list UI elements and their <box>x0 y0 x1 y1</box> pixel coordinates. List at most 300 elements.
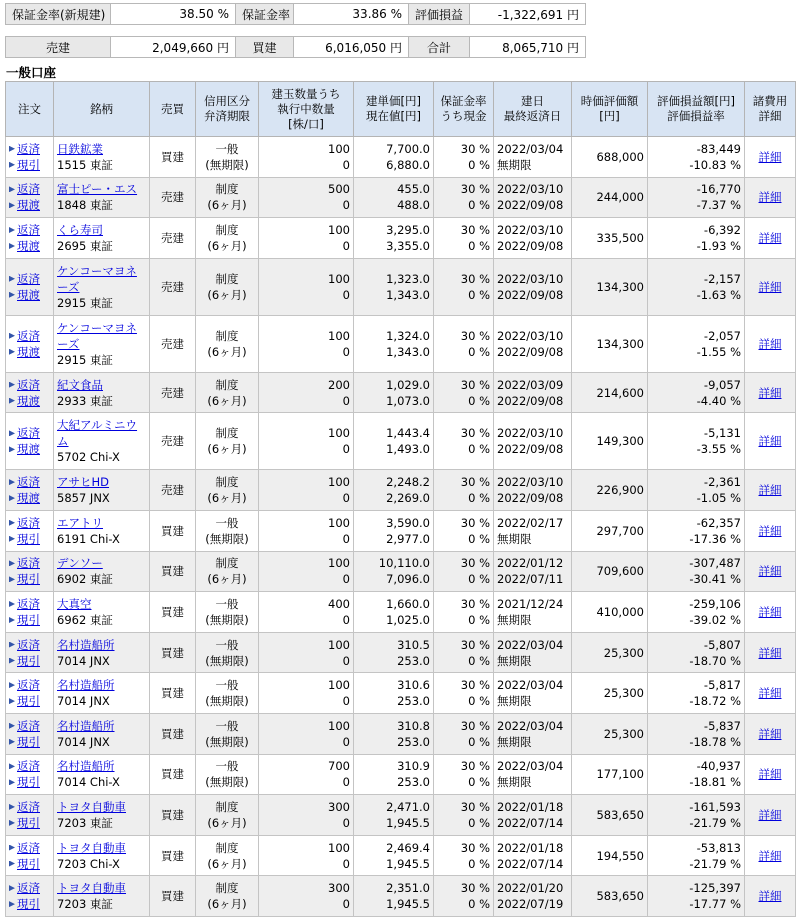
side: 買建 <box>150 835 196 876</box>
side: 売建 <box>150 470 196 511</box>
repay-link[interactable]: 返済 <box>9 141 50 157</box>
repay-link[interactable]: 返済 <box>9 880 50 896</box>
stock-code: 2915 東証 <box>57 352 113 367</box>
stock-name-link[interactable]: アサヒHD <box>57 475 110 490</box>
valuation-pl: -83,449 -10.83 % <box>648 137 745 178</box>
arrow-icon <box>9 739 15 745</box>
quantity: 400 0 <box>259 592 354 633</box>
market-value: 583,650 <box>572 876 648 917</box>
repay-link[interactable]: 返済 <box>9 758 50 774</box>
detail-link[interactable]: 詳細 <box>758 767 782 782</box>
arrow-icon <box>9 446 15 452</box>
order-cell <box>6 551 54 592</box>
market-value: 134,300 <box>572 315 648 372</box>
side: 売建 <box>150 315 196 372</box>
price: 1,323.0 1,343.0 <box>354 258 434 315</box>
delivery-link[interactable]: 現引 <box>9 896 50 912</box>
price: 1,324.0 1,343.0 <box>354 315 434 372</box>
open-date: 2022/03/10 2022/09/08 <box>494 177 572 218</box>
valuation-pl: -62,357 -17.36 % <box>648 510 745 551</box>
repay-link[interactable]: 返済 <box>9 637 50 653</box>
col-price: 建単価[円] 現在値[円] <box>354 82 434 137</box>
margin-rate: 30 % 0 % <box>434 754 494 795</box>
stock-name-link[interactable]: くら寿司 <box>57 222 103 237</box>
stock-name-link[interactable]: 名村造船所 <box>57 759 115 774</box>
arrow-icon <box>9 560 15 566</box>
table-row <box>6 470 796 511</box>
detail-cell <box>745 137 796 178</box>
delivery-link[interactable]: 現引 <box>9 531 50 547</box>
arrow-icon <box>9 398 15 404</box>
order-cell <box>6 632 54 673</box>
price: 3,590.0 2,977.0 <box>354 510 434 551</box>
credit-type: 制度 (6ヶ月) <box>196 218 259 259</box>
detail-link[interactable]: 詳細 <box>758 385 782 400</box>
delivery-link[interactable]: 現渡 <box>9 441 50 457</box>
side: 買建 <box>150 795 196 836</box>
arrow-icon <box>9 333 15 339</box>
credit-type: 制度 (6ヶ月) <box>196 315 259 372</box>
stock-code: 6902 東証 <box>57 572 113 587</box>
stock-code: 7203 Chi-X <box>57 856 120 871</box>
margin-rate: 30 % 0 % <box>434 470 494 511</box>
valuation-pl: -2,361 -1.05 % <box>648 470 745 511</box>
table-row <box>6 315 796 372</box>
stock-name-link[interactable]: 大真空 <box>57 596 92 611</box>
delivery-link[interactable]: 現引 <box>9 157 50 173</box>
market-value: 134,300 <box>572 258 648 315</box>
detail-link[interactable]: 詳細 <box>758 190 782 205</box>
repay-link[interactable]: 返済 <box>9 718 50 734</box>
stock-code: 7014 Chi-X <box>57 775 120 790</box>
arrow-icon <box>9 901 15 907</box>
arrow-icon <box>9 227 15 233</box>
price: 310.9 253.0 <box>354 754 434 795</box>
valuation-pl: -125,397 -17.77 % <box>648 876 745 917</box>
stock-cell <box>54 551 150 592</box>
repay-link[interactable]: 返済 <box>9 677 50 693</box>
detail-link[interactable]: 詳細 <box>758 848 782 863</box>
stock-name-link[interactable]: 名村造船所 <box>57 718 115 733</box>
open-date: 2022/03/10 2022/09/08 <box>494 413 572 470</box>
detail-link[interactable]: 詳細 <box>758 686 782 701</box>
repay-link[interactable]: 返済 <box>9 840 50 856</box>
detail-cell <box>745 632 796 673</box>
quantity: 100 0 <box>259 510 354 551</box>
delivery-link[interactable]: 現渡 <box>9 238 50 254</box>
stock-code: 7014 JNX <box>57 734 110 749</box>
arrow-icon <box>9 186 15 192</box>
margin-rate: 30 % 0 % <box>434 413 494 470</box>
order-cell <box>6 835 54 876</box>
detail-cell <box>745 713 796 754</box>
delivery-link[interactable]: 現渡 <box>9 197 50 213</box>
valuation-pl: -5,131 -3.55 % <box>648 413 745 470</box>
arrow-icon <box>9 820 15 826</box>
open-date: 2022/01/20 2022/07/19 <box>494 876 572 917</box>
stock-name-link[interactable]: トヨタ自動車 <box>57 881 126 896</box>
repay-link[interactable]: 返済 <box>9 181 50 197</box>
stock-name-link[interactable]: 日鉄鉱業 <box>57 141 103 156</box>
table-row <box>6 835 796 876</box>
delivery-link[interactable]: 現渡 <box>9 490 50 506</box>
arrow-icon <box>9 779 15 785</box>
detail-cell <box>745 177 796 218</box>
market-value: 149,300 <box>572 413 648 470</box>
credit-type: 一般 (無期限) <box>196 673 259 714</box>
arrow-icon <box>9 698 15 704</box>
stock-code: 1515 東証 <box>57 157 113 172</box>
detail-cell <box>745 795 796 836</box>
quantity: 700 0 <box>259 754 354 795</box>
margin-rate: 30 % 0 % <box>434 713 494 754</box>
side: 売建 <box>150 177 196 218</box>
quantity: 300 0 <box>259 795 354 836</box>
margin-rate: 30 % 0 % <box>434 177 494 218</box>
detail-cell <box>745 876 796 917</box>
market-value: 583,650 <box>572 795 648 836</box>
credit-type: 制度 (6ヶ月) <box>196 177 259 218</box>
quantity: 100 0 <box>259 835 354 876</box>
stock-name-link[interactable]: 富士ピー・エス <box>57 182 138 197</box>
quantity: 100 0 <box>259 551 354 592</box>
valuation-pl: -40,937 -18.81 % <box>648 754 745 795</box>
detail-link[interactable]: 詳細 <box>758 807 782 822</box>
margin-rate-new-value: 38.50 % <box>111 4 236 25</box>
table-header-row <box>6 82 796 137</box>
table-row <box>6 795 796 836</box>
arrow-icon <box>9 885 15 891</box>
stock-name-link[interactable]: トヨタ自動車 <box>57 799 126 814</box>
detail-cell <box>745 218 796 259</box>
order-cell <box>6 372 54 413</box>
stock-cell <box>54 137 150 178</box>
market-value: 226,900 <box>572 470 648 511</box>
side: 買建 <box>150 713 196 754</box>
arrow-icon <box>9 617 15 623</box>
detail-link[interactable]: 詳細 <box>758 230 782 245</box>
quantity: 100 0 <box>259 258 354 315</box>
credit-type: 制度 (6ヶ月) <box>196 876 259 917</box>
valuation-pl: -16,770 -7.37 % <box>648 177 745 218</box>
repay-link[interactable]: 返済 <box>9 474 50 490</box>
repay-link[interactable]: 返済 <box>9 222 50 238</box>
delivery-link[interactable]: 現渡 <box>9 393 50 409</box>
valuation-pl: -5,817 -18.72 % <box>648 673 745 714</box>
quantity: 100 0 <box>259 218 354 259</box>
credit-type: 一般 (無期限) <box>196 592 259 633</box>
credit-type: 一般 (無期限) <box>196 713 259 754</box>
table-row <box>6 754 796 795</box>
delivery-link[interactable]: 現引 <box>9 734 50 750</box>
margin-rate-label: 保証金率 <box>236 4 294 25</box>
stock-name-link[interactable]: 大紀アルミニウム <box>57 418 138 449</box>
valuation-pl: -2,057 -1.55 % <box>648 315 745 372</box>
detail-link[interactable]: 詳細 <box>758 336 782 351</box>
col-credit: 信用区分 弁済期限 <box>196 82 259 137</box>
col-date: 建日 最終返済日 <box>494 82 572 137</box>
table-row <box>6 372 796 413</box>
market-value: 410,000 <box>572 592 648 633</box>
detail-link[interactable]: 詳細 <box>758 523 782 538</box>
stock-name-link[interactable]: 名村造船所 <box>57 678 115 693</box>
credit-type: 一般 (無期限) <box>196 632 259 673</box>
col-pl: 評価損益額[円] 評価損益率 <box>648 82 745 137</box>
table-row <box>6 592 796 633</box>
credit-type: 制度 (6ヶ月) <box>196 470 259 511</box>
stock-cell <box>54 315 150 372</box>
valuation-pl: -259,106 -39.02 % <box>648 592 745 633</box>
detail-link[interactable]: 詳細 <box>758 279 782 294</box>
stock-name-link[interactable]: トヨタ自動車 <box>57 840 126 855</box>
arrow-icon <box>9 682 15 688</box>
margin-rate: 30 % 0 % <box>434 835 494 876</box>
stock-cell <box>54 510 150 551</box>
col-market-value: 時価評価額 [円] <box>572 82 648 137</box>
quantity: 100 0 <box>259 713 354 754</box>
open-date: 2022/03/10 2022/09/08 <box>494 258 572 315</box>
margin-rate: 30 % 0 % <box>434 372 494 413</box>
repay-link[interactable]: 返済 <box>9 377 50 393</box>
valuation-pl-label: 評価損益 <box>409 4 470 25</box>
stock-name-link[interactable]: 紀文食品 <box>57 377 103 392</box>
table-row <box>6 673 796 714</box>
stock-cell <box>54 632 150 673</box>
buy-total-value: 6,016,050 円 <box>294 37 409 58</box>
detail-link[interactable]: 詳細 <box>758 149 782 164</box>
stock-code: 6962 東証 <box>57 612 113 627</box>
stock-name-link[interactable]: デンソー <box>57 556 103 571</box>
buy-total-label: 買建 <box>236 37 294 58</box>
stock-cell <box>54 177 150 218</box>
detail-link[interactable]: 詳細 <box>758 483 782 498</box>
detail-cell <box>745 835 796 876</box>
price: 2,248.2 2,269.0 <box>354 470 434 511</box>
arrow-icon <box>9 292 15 298</box>
table-row <box>6 632 796 673</box>
margin-rate-new-label: 保証金率(新規建) <box>6 4 111 25</box>
col-order: 注文 <box>6 82 54 137</box>
quantity: 100 0 <box>259 470 354 511</box>
side: 売建 <box>150 218 196 259</box>
table-row <box>6 177 796 218</box>
order-cell <box>6 258 54 315</box>
detail-cell <box>745 372 796 413</box>
margin-rate: 30 % 0 % <box>434 510 494 551</box>
price: 1,443.4 1,493.0 <box>354 413 434 470</box>
side: 買建 <box>150 754 196 795</box>
side: 買建 <box>150 510 196 551</box>
side: 売建 <box>150 372 196 413</box>
price: 455.0 488.0 <box>354 177 434 218</box>
table-row <box>6 551 796 592</box>
side: 売建 <box>150 258 196 315</box>
open-date: 2022/01/12 2022/07/11 <box>494 551 572 592</box>
quantity: 100 0 <box>259 315 354 372</box>
detail-link[interactable]: 詳細 <box>758 726 782 741</box>
stock-name-link[interactable]: ケンコーマヨネーズ <box>57 263 137 294</box>
stock-code: 2915 東証 <box>57 295 113 310</box>
delivery-link[interactable]: 現引 <box>9 693 50 709</box>
credit-type: 制度 (6ヶ月) <box>196 795 259 836</box>
price: 1,660.0 1,025.0 <box>354 592 434 633</box>
detail-cell <box>745 592 796 633</box>
credit-type: 制度 (6ヶ月) <box>196 413 259 470</box>
open-date: 2022/03/04 無期限 <box>494 754 572 795</box>
repay-link[interactable]: 返済 <box>9 328 50 344</box>
delivery-link[interactable]: 現引 <box>9 571 50 587</box>
delivery-link[interactable]: 現渡 <box>9 344 50 360</box>
quantity: 300 0 <box>259 876 354 917</box>
repay-link[interactable]: 返済 <box>9 555 50 571</box>
price: 7,700.0 6,880.0 <box>354 137 434 178</box>
price: 310.5 253.0 <box>354 632 434 673</box>
credit-type: 一般 (無期限) <box>196 510 259 551</box>
valuation-pl-value: -1,322,691 円 <box>470 4 586 25</box>
table-row <box>6 413 796 470</box>
valuation-pl: -5,837 -18.78 % <box>648 713 745 754</box>
stock-code: 7014 JNX <box>57 653 110 668</box>
open-date: 2022/01/18 2022/07/14 <box>494 795 572 836</box>
table-row <box>6 876 796 917</box>
quantity: 200 0 <box>259 372 354 413</box>
quantity: 500 0 <box>259 177 354 218</box>
stock-cell <box>54 876 150 917</box>
side: 売建 <box>150 413 196 470</box>
table-row <box>6 258 796 315</box>
stock-code: 6191 Chi-X <box>57 531 120 546</box>
arrow-icon <box>9 146 15 152</box>
margin-rate: 30 % 0 % <box>434 315 494 372</box>
price: 310.6 253.0 <box>354 673 434 714</box>
order-cell <box>6 795 54 836</box>
stock-cell <box>54 413 150 470</box>
market-value: 194,550 <box>572 835 648 876</box>
open-date: 2022/03/04 無期限 <box>494 673 572 714</box>
arrow-icon <box>9 495 15 501</box>
market-value: 335,500 <box>572 218 648 259</box>
quantity: 100 0 <box>259 413 354 470</box>
arrow-icon <box>9 430 15 436</box>
market-value: 25,300 <box>572 673 648 714</box>
table-row <box>6 510 796 551</box>
credit-type: 制度 (6ヶ月) <box>196 551 259 592</box>
position-total-table <box>5 36 586 58</box>
delivery-link[interactable]: 現引 <box>9 653 50 669</box>
col-qty: 建玉数量うち 執行中数量 [株/口] <box>259 82 354 137</box>
margin-rate: 30 % 0 % <box>434 673 494 714</box>
credit-type: 制度 (6ヶ月) <box>196 835 259 876</box>
arrow-icon <box>9 723 15 729</box>
margin-rate-value: 33.86 % <box>294 4 409 25</box>
positions-table <box>5 81 796 917</box>
arrow-icon <box>9 202 15 208</box>
open-date: 2022/03/10 2022/09/08 <box>494 218 572 259</box>
delivery-link[interactable]: 現引 <box>9 815 50 831</box>
stock-cell <box>54 673 150 714</box>
margin-rate: 30 % 0 % <box>434 137 494 178</box>
stock-cell <box>54 372 150 413</box>
detail-link[interactable]: 詳細 <box>758 645 782 660</box>
order-cell <box>6 713 54 754</box>
detail-cell <box>745 673 796 714</box>
credit-type: 制度 (6ヶ月) <box>196 258 259 315</box>
stock-name-link[interactable]: エアトリ <box>57 515 103 530</box>
open-date: 2022/03/04 無期限 <box>494 632 572 673</box>
side: 買建 <box>150 592 196 633</box>
stock-code: 5702 Chi-X <box>57 450 120 465</box>
col-fee: 諸費用 詳細 <box>745 82 796 137</box>
price: 3,295.0 3,355.0 <box>354 218 434 259</box>
stock-name-link[interactable]: ケンコーマヨネーズ <box>57 320 137 351</box>
repay-link[interactable]: 返済 <box>9 799 50 815</box>
delivery-link[interactable]: 現引 <box>9 856 50 872</box>
stock-code: 5857 JNX <box>57 491 110 506</box>
valuation-pl: -53,813 -21.79 % <box>648 835 745 876</box>
order-cell <box>6 177 54 218</box>
detail-cell <box>745 413 796 470</box>
margin-summary-table <box>5 3 586 25</box>
stock-code: 2695 東証 <box>57 238 113 253</box>
credit-type: 一般 (無期限) <box>196 754 259 795</box>
side: 買建 <box>150 876 196 917</box>
valuation-pl: -161,593 -21.79 % <box>648 795 745 836</box>
order-cell <box>6 510 54 551</box>
repay-link[interactable]: 返済 <box>9 425 50 441</box>
market-value: 177,100 <box>572 754 648 795</box>
repay-link[interactable]: 返済 <box>9 515 50 531</box>
stock-cell <box>54 218 150 259</box>
arrow-icon <box>9 576 15 582</box>
col-side: 売買 <box>150 82 196 137</box>
market-value: 709,600 <box>572 551 648 592</box>
detail-link[interactable]: 詳細 <box>758 889 782 904</box>
repay-link[interactable]: 返済 <box>9 271 50 287</box>
delivery-link[interactable]: 現渡 <box>9 287 50 303</box>
price: 310.8 253.0 <box>354 713 434 754</box>
open-date: 2022/03/04 無期限 <box>494 137 572 178</box>
price: 2,351.0 1,945.5 <box>354 876 434 917</box>
delivery-link[interactable]: 現引 <box>9 612 50 628</box>
valuation-pl: -9,057 -4.40 % <box>648 372 745 413</box>
detail-link[interactable]: 詳細 <box>758 604 782 619</box>
detail-cell <box>745 315 796 372</box>
detail-link[interactable]: 詳細 <box>758 564 782 579</box>
stock-code: 7014 JNX <box>57 694 110 709</box>
table-row <box>6 137 796 178</box>
delivery-link[interactable]: 現引 <box>9 774 50 790</box>
open-date: 2022/01/18 2022/07/14 <box>494 835 572 876</box>
open-date: 2022/02/17 無期限 <box>494 510 572 551</box>
stock-code: 1848 東証 <box>57 198 113 213</box>
stock-code: 7203 東証 <box>57 897 113 912</box>
price: 1,029.0 1,073.0 <box>354 372 434 413</box>
open-date: 2021/12/24 無期限 <box>494 592 572 633</box>
col-margin: 保証金率 うち現金 <box>434 82 494 137</box>
repay-link[interactable]: 返済 <box>9 596 50 612</box>
grand-total-value: 8,065,710 円 <box>470 37 586 58</box>
order-cell <box>6 673 54 714</box>
stock-name-link[interactable]: 名村造船所 <box>57 637 115 652</box>
section-title: 一般口座 <box>6 65 57 80</box>
arrow-icon <box>9 162 15 168</box>
quantity: 100 0 <box>259 673 354 714</box>
arrow-icon <box>9 763 15 769</box>
detail-link[interactable]: 詳細 <box>758 434 782 449</box>
arrow-icon <box>9 642 15 648</box>
margin-rate: 30 % 0 % <box>434 551 494 592</box>
table-row <box>6 713 796 754</box>
